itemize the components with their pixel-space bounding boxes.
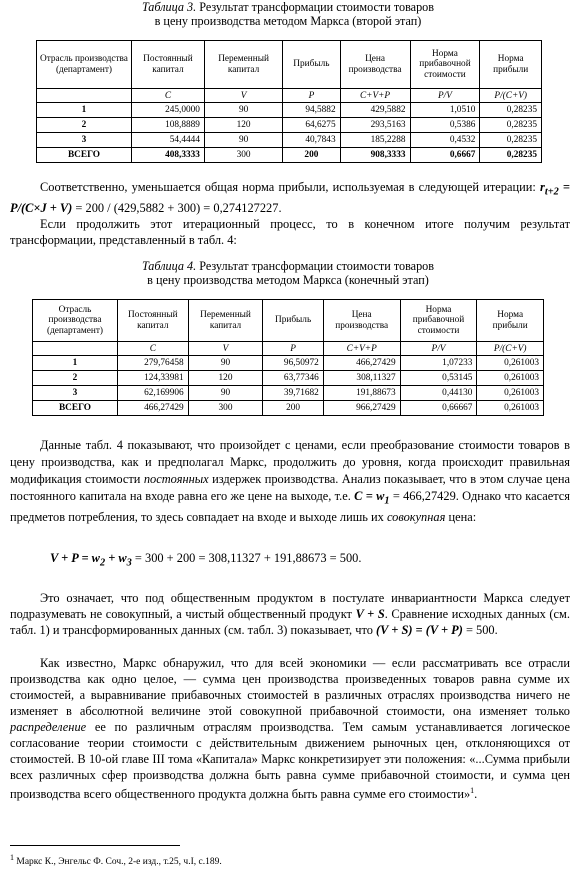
table-cell: 3 — [33, 386, 118, 401]
table-cell: 0,28235 — [480, 118, 542, 133]
table-cell: 90 — [188, 386, 263, 401]
table-cell: 96,50972 — [263, 356, 323, 371]
table-cell: 63,77346 — [263, 371, 323, 386]
header-constant-capital: Постоянный капитал — [117, 300, 188, 342]
table-cell: 0,28235 — [480, 148, 542, 163]
table-cell: 40,7843 — [283, 133, 340, 148]
table-vars-row — [33, 342, 544, 356]
table-cell: V — [204, 89, 282, 103]
table-cell: 185,2288 — [340, 133, 410, 148]
header-production-price: Цена производства — [323, 300, 400, 342]
table-cell: 1,0510 — [410, 103, 480, 118]
table-cell: 0,28235 — [480, 133, 542, 148]
header-profit-rate: Норма прибыли — [480, 41, 542, 89]
table-cell: 90 — [188, 356, 263, 371]
table-cell: 0,4532 — [410, 133, 480, 148]
header-surplus-rate: Норма прибавочной стоимости — [410, 41, 480, 89]
header-sector: Отрасль производства (департамент) — [37, 41, 132, 89]
header-surplus-rate: Норма прибавочной стоимости — [400, 300, 477, 342]
table3-caption-title: Результат трансформации стоимости товаров — [196, 0, 435, 14]
table3-caption-label: Таблица 3. — [141, 0, 197, 14]
table-cell: P — [283, 89, 340, 103]
table-cell: 2 — [37, 118, 132, 133]
table-cell: 466,27429 — [323, 356, 400, 371]
table3 — [36, 40, 542, 163]
table-cell: C+V+P — [323, 342, 400, 356]
table-cell: 279,76458 — [117, 356, 188, 371]
table-cell: C — [117, 342, 188, 356]
table-cell: 1,07233 — [400, 356, 477, 371]
table-cell: P/(C+V) — [480, 89, 542, 103]
table-cell: 54,4444 — [131, 133, 204, 148]
table-cell: C — [131, 89, 204, 103]
table-cell: 90 — [204, 133, 282, 148]
paragraph: Если продолжить этот итерационный процесс, то в конечном итоге получим результат трансформации, представленный в табл. 4: — [10, 217, 570, 248]
table-vars-row — [37, 89, 542, 103]
table4-caption — [0, 259, 576, 287]
table-total-row — [33, 401, 544, 416]
table-cell: 966,27429 — [323, 401, 400, 416]
table-header-row — [37, 41, 542, 89]
header-constant-capital: Постоянный капитал — [131, 41, 204, 89]
table-cell: 293,5163 — [340, 118, 410, 133]
table-row — [37, 133, 542, 148]
table-row — [37, 103, 542, 118]
paragraph-net-product — [10, 590, 570, 638]
table-cell: P/V — [400, 342, 477, 356]
table-cell: ВСЕГО — [37, 148, 132, 163]
table-cell: 0,66667 — [400, 401, 477, 416]
table-cell: P — [263, 342, 323, 356]
header-profit-rate: Норма прибыли — [477, 300, 544, 342]
table-cell: 2 — [33, 371, 118, 386]
table-cell: C+V+P — [340, 89, 410, 103]
paragraph: Это означает, что под общественным продуктом в постулате инвариантности Маркса следует подразумевать не совокупный, а чистый общественный продукт V + S. Сравнение исходных данных (см. табл. 1) и трансформированных данных (см. табл. 3) показывает, что (V + S) = (V + P) = 500. — [10, 591, 571, 637]
table-cell: 245,0000 — [131, 103, 204, 118]
table4-caption-subtitle: в цену производства методом Маркса (конечный этап) — [147, 273, 429, 287]
table-cell: 94,5882 — [283, 103, 340, 118]
table-header-row — [33, 300, 544, 342]
table-cell: 62,169906 — [117, 386, 188, 401]
table-cell: 39,71682 — [263, 386, 323, 401]
header-sector: Отрасль производства (департамент) — [33, 300, 118, 342]
table-cell: 300 — [188, 401, 263, 416]
table-cell: 0,44130 — [400, 386, 477, 401]
header-variable-capital: Переменный капитал — [188, 300, 263, 342]
paragraph: Как известно, Маркс обнаружил, что для всей экономики — если рассматривать все отрасли производства как одно целое, — сумма цен производства произведенных товаров равна сумме их стоимостей, а выравнивание прибавочных стоимостей в различных отраслях производства ничего не изменяет в абсолютной величине этой совокупной прибавочной стоимости, она изменяет только распределение ее по различным отраслям производства. Тем самым устанавливается логическое согласование теории стоимости с действительным движением рыночных цен, отклоняющихся от стоимостей. В 10-ой главе III тома «Капитала» Маркс конкретизирует эти положения: «...Сумма прибыли всех различных сфер производства должна быть равна сумме прибавочной стоимости, и сумма цен производства всего общественного продукта должна быть равна сумме его стоимости»$^1$. — [10, 656, 570, 802]
table-cell: 0,261003 — [477, 401, 544, 416]
header-variable-capital: Переменный капитал — [204, 41, 282, 89]
table-cell: P/V — [410, 89, 480, 103]
table-cell: 108,8889 — [131, 118, 204, 133]
footnote: $^1$ Маркс К., Энгельс Ф. Соч., 2-е изд., т.25, ч.I, с.189. — [10, 853, 222, 868]
table-cell: 64,6275 — [283, 118, 340, 133]
paragraph-marx-quote — [10, 655, 570, 802]
table-cell: V — [188, 342, 263, 356]
paragraph-analysis — [10, 437, 570, 526]
table4-caption-label: Таблица 4. — [141, 259, 197, 273]
table-cell: 0,261003 — [477, 356, 544, 371]
table-cell — [33, 342, 118, 356]
table-cell: 466,27429 — [117, 401, 188, 416]
table-cell: 0,6667 — [410, 148, 480, 163]
table-cell: 0,28235 — [480, 103, 542, 118]
table-cell: 124,33981 — [117, 371, 188, 386]
table-cell: 908,3333 — [340, 148, 410, 163]
table-cell: 300 — [204, 148, 282, 163]
table-cell: ВСЕГО — [33, 401, 118, 416]
table-cell: 1 — [33, 356, 118, 371]
table-cell: 429,5882 — [340, 103, 410, 118]
table-cell — [37, 89, 132, 103]
table-cell: 191,88673 — [323, 386, 400, 401]
table-total-row — [37, 148, 542, 163]
table-row — [37, 118, 542, 133]
table-row — [33, 371, 544, 386]
table-cell: 120 — [204, 118, 282, 133]
header-profit: Прибыль — [263, 300, 323, 342]
table-cell: 3 — [37, 133, 132, 148]
table-cell: 0,53145 — [400, 371, 477, 386]
table-row — [33, 386, 544, 401]
table-cell: 0,5386 — [410, 118, 480, 133]
table-cell: 0,261003 — [477, 371, 544, 386]
table4-caption-title: Результат трансформации стоимости товаров — [196, 259, 435, 273]
table-cell: P/(C+V) — [477, 342, 544, 356]
header-profit: Прибыль — [283, 41, 340, 89]
formula-aggregate-price: $V + P = w_2 + w_3 = 300 + 200 = 308,11327 + 191,88673 = 500$. — [50, 551, 362, 569]
paragraph-iteration — [10, 179, 570, 248]
table-cell: 120 — [188, 371, 263, 386]
table-cell: 308,11327 — [323, 371, 400, 386]
table3-caption — [0, 0, 576, 28]
table-cell: 408,3333 — [131, 148, 204, 163]
paragraph: Соответственно, уменьшается общая норма прибыли, используемая в следующей итерации: $r_{t+2} = P/(C\times J + V) = 200 / (429,5882 + 300) = 0,274127227$. — [10, 180, 570, 216]
footnote-divider — [10, 845, 180, 846]
table3-caption-subtitle: в цену производства методом Маркса (второй этап) — [154, 14, 422, 28]
paragraph: Данные табл. 4 показывают, что произойдет с ценами, если преобразование стоимости товаров в цену производства, как и предполагал Маркс, продолжить до уровня, когда происходит правильная модификация стоимости постоянных издержек производства. Анализ показывает, что в этом случае цена постоянного капитала на входе равна его же цене на выходе, т.е. $C = w_1 = 466,27429$. Однако что касается предметов потребления, то здесь совпадает на входе и выходе лишь их совокупная цена: — [10, 438, 570, 525]
table-cell: 0,261003 — [477, 386, 544, 401]
table-row — [33, 356, 544, 371]
table-cell: 200 — [263, 401, 323, 416]
table-cell: 90 — [204, 103, 282, 118]
table4 — [32, 299, 544, 416]
table-cell: 1 — [37, 103, 132, 118]
table-cell: 200 — [283, 148, 340, 163]
header-production-price: Цена производства — [340, 41, 410, 89]
